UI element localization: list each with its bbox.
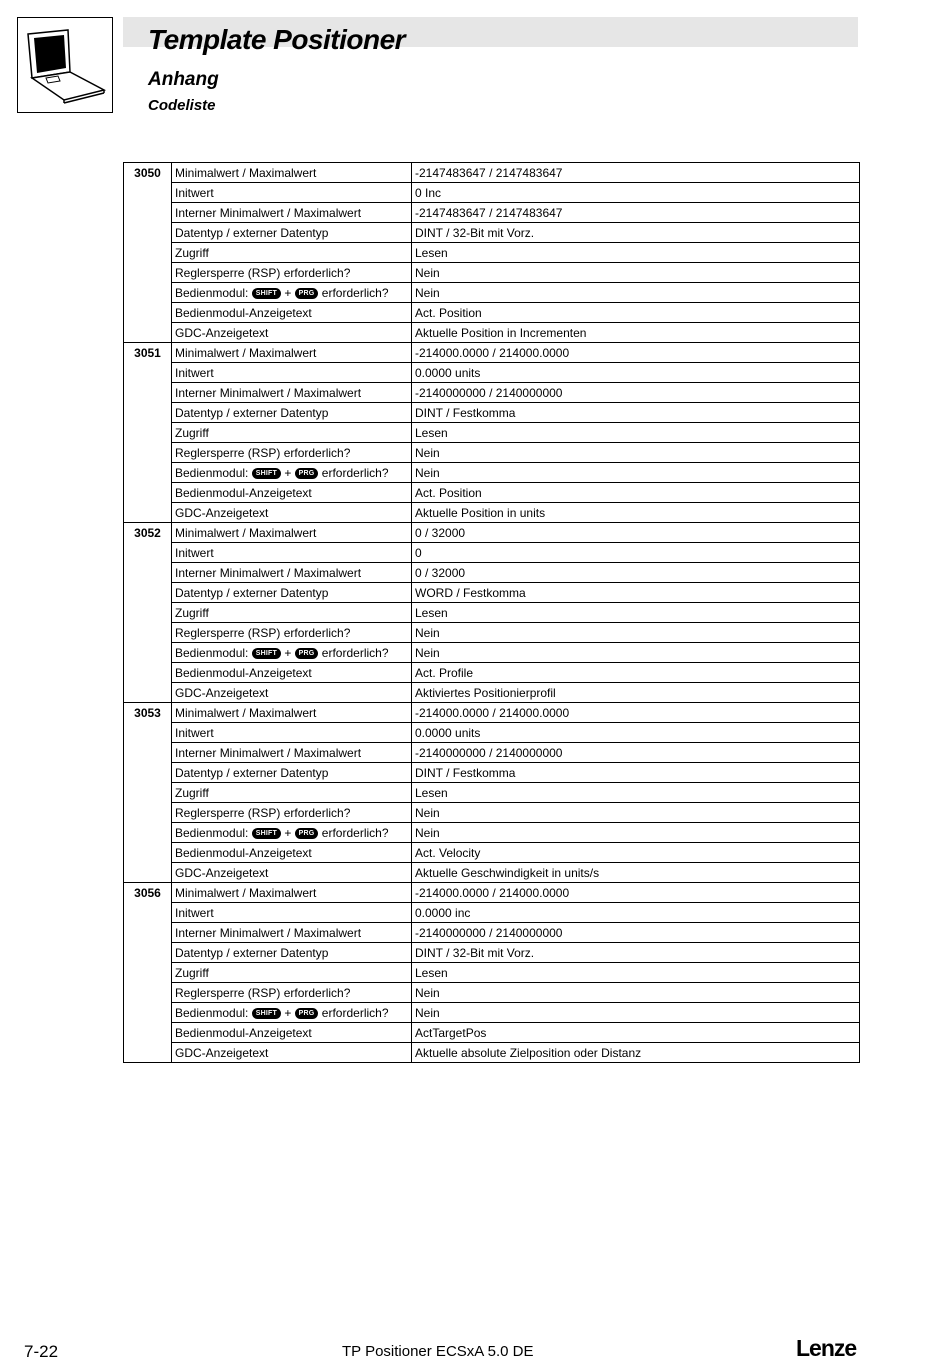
parameter-label: Minimalwert / Maximalwert: [172, 163, 412, 183]
page-subtitle: Anhang: [148, 69, 219, 90]
parameter-label: Zugriff: [172, 603, 412, 623]
table-row: [124, 783, 860, 803]
plus-sign: +: [284, 1005, 292, 1020]
parameter-value: Aktuelle Position in Incrementen: [412, 323, 860, 343]
parameter-label: Interner Minimalwert / Maximalwert: [172, 203, 412, 223]
parameter-value: ActTargetPos: [412, 1023, 860, 1043]
parameter-value: Nein: [412, 1003, 860, 1023]
code-number: 3050: [124, 163, 172, 343]
table-row: [124, 1003, 860, 1023]
table-row: [124, 183, 860, 203]
table-row: [124, 1043, 860, 1063]
label-text: erforderlich?: [321, 1005, 389, 1020]
table-row: [124, 923, 860, 943]
parameter-value: Aktuelle absolute Zielposition oder Distanz: [412, 1043, 860, 1063]
label-text: erforderlich?: [321, 825, 389, 840]
parameter-value: Lesen: [412, 603, 860, 623]
parameter-label: Initwert: [172, 363, 412, 383]
parameter-value: DINT / Festkomma: [412, 403, 860, 423]
parameter-value: Act. Position: [412, 483, 860, 503]
plus-sign: +: [284, 645, 292, 660]
parameter-label: [172, 1003, 412, 1023]
parameter-label: Interner Minimalwert / Maximalwert: [172, 383, 412, 403]
table-row: [124, 263, 860, 283]
table-row: [124, 743, 860, 763]
table-row: [124, 823, 860, 843]
table-row: [124, 163, 860, 183]
table-row: [124, 363, 860, 383]
prg-key-icon: PRG: [295, 468, 319, 479]
table-row: [124, 323, 860, 343]
parameter-label: Zugriff: [172, 423, 412, 443]
parameter-value: Act. Position: [412, 303, 860, 323]
table-row: [124, 303, 860, 323]
table-row: [124, 703, 860, 723]
table-row: [124, 423, 860, 443]
parameter-label: Minimalwert / Maximalwert: [172, 523, 412, 543]
parameter-label: Reglersperre (RSP) erforderlich?: [172, 623, 412, 643]
table-row: [124, 343, 860, 363]
table-row: [124, 963, 860, 983]
parameter-label: Minimalwert / Maximalwert: [172, 343, 412, 363]
table-row: [124, 723, 860, 743]
label-text: erforderlich?: [321, 285, 389, 300]
prg-key-icon: PRG: [295, 1008, 319, 1019]
parameter-value: DINT / Festkomma: [412, 763, 860, 783]
code-number: 3052: [124, 523, 172, 703]
laptop-icon: [24, 28, 108, 104]
parameter-value: -214000.0000 / 214000.0000: [412, 883, 860, 903]
parameter-label: GDC-Anzeigetext: [172, 683, 412, 703]
code-number: 3051: [124, 343, 172, 523]
parameter-label: Reglersperre (RSP) erforderlich?: [172, 443, 412, 463]
table-row: [124, 643, 860, 663]
parameter-value: -214000.0000 / 214000.0000: [412, 703, 860, 723]
parameter-value: Nein: [412, 463, 860, 483]
parameter-label: Datentyp / externer Datentyp: [172, 943, 412, 963]
parameter-label: Minimalwert / Maximalwert: [172, 883, 412, 903]
laptop-logo-box: [17, 17, 113, 113]
parameter-value: Lesen: [412, 423, 860, 443]
parameter-value: 0.0000 inc: [412, 903, 860, 923]
parameter-value: Nein: [412, 623, 860, 643]
parameter-value: 0 / 32000: [412, 563, 860, 583]
table-row: [124, 683, 860, 703]
plus-sign: +: [284, 825, 292, 840]
parameter-value: Nein: [412, 643, 860, 663]
table-row: [124, 883, 860, 903]
lenze-logo: Lenze: [796, 1335, 857, 1361]
parameter-label: Zugriff: [172, 243, 412, 263]
table-row: [124, 223, 860, 243]
parameter-label: Initwert: [172, 543, 412, 563]
shift-key-icon: SHIFT: [252, 288, 281, 299]
parameter-label: GDC-Anzeigetext: [172, 1043, 412, 1063]
parameter-label: [172, 643, 412, 663]
parameter-value: DINT / 32-Bit mit Vorz.: [412, 223, 860, 243]
shift-key-icon: SHIFT: [252, 468, 281, 479]
parameter-value: Aktiviertes Positionierprofil: [412, 683, 860, 703]
label-text: erforderlich?: [321, 645, 389, 660]
parameter-label: Bedienmodul-Anzeigetext: [172, 1023, 412, 1043]
parameter-label: Reglersperre (RSP) erforderlich?: [172, 803, 412, 823]
parameter-value: -2140000000 / 2140000000: [412, 923, 860, 943]
parameter-label: Interner Minimalwert / Maximalwert: [172, 563, 412, 583]
parameter-value: 0 Inc: [412, 183, 860, 203]
table-row: [124, 603, 860, 623]
parameter-label: GDC-Anzeigetext: [172, 863, 412, 883]
table-row: [124, 623, 860, 643]
parameter-value: WORD / Festkomma: [412, 583, 860, 603]
parameter-value: Nein: [412, 283, 860, 303]
plus-sign: +: [284, 285, 292, 300]
parameter-value: Lesen: [412, 243, 860, 263]
parameter-value: 0 / 32000: [412, 523, 860, 543]
table-row: [124, 503, 860, 523]
table-row: [124, 463, 860, 483]
parameter-label: GDC-Anzeigetext: [172, 503, 412, 523]
table-row: [124, 583, 860, 603]
prg-key-icon: PRG: [295, 648, 319, 659]
parameter-value: Act. Velocity: [412, 843, 860, 863]
label-text: Bedienmodul:: [175, 825, 249, 840]
plus-sign: +: [284, 465, 292, 480]
parameter-value: Aktuelle Position in units: [412, 503, 860, 523]
parameter-value: 0.0000 units: [412, 363, 860, 383]
table-row: [124, 383, 860, 403]
table-row: [124, 863, 860, 883]
parameter-value: -2147483647 / 2147483647: [412, 163, 860, 183]
parameter-label: [172, 283, 412, 303]
parameter-label: Reglersperre (RSP) erforderlich?: [172, 983, 412, 1003]
prg-key-icon: PRG: [295, 288, 319, 299]
parameter-value: Act. Profile: [412, 663, 860, 683]
parameter-label: Zugriff: [172, 783, 412, 803]
label-text: Bedienmodul:: [175, 645, 249, 660]
table-row: [124, 563, 860, 583]
table-row: [124, 523, 860, 543]
section-title: Codeliste: [148, 97, 216, 114]
table-row: [124, 663, 860, 683]
table-row: [124, 483, 860, 503]
table-row: [124, 543, 860, 563]
table-row: [124, 443, 860, 463]
shift-key-icon: SHIFT: [252, 1008, 281, 1019]
table-row: [124, 803, 860, 823]
parameter-label: Reglersperre (RSP) erforderlich?: [172, 263, 412, 283]
parameter-value: -2147483647 / 2147483647: [412, 203, 860, 223]
parameter-value: Nein: [412, 263, 860, 283]
parameter-label: Datentyp / externer Datentyp: [172, 403, 412, 423]
code-number: 3056: [124, 883, 172, 1063]
code-number: 3053: [124, 703, 172, 883]
label-text: erforderlich?: [321, 465, 389, 480]
document-name: TP Positioner ECSxA 5.0 DE: [342, 1343, 534, 1360]
parameter-label: Minimalwert / Maximalwert: [172, 703, 412, 723]
table-row: [124, 1023, 860, 1043]
parameter-value: -214000.0000 / 214000.0000: [412, 343, 860, 363]
parameter-value: Nein: [412, 823, 860, 843]
shift-key-icon: SHIFT: [252, 648, 281, 659]
parameter-value: Nein: [412, 803, 860, 823]
parameter-label: Interner Minimalwert / Maximalwert: [172, 743, 412, 763]
parameter-label: Datentyp / externer Datentyp: [172, 763, 412, 783]
parameter-label: Bedienmodul-Anzeigetext: [172, 843, 412, 863]
code-table: [123, 162, 860, 1063]
table-row: [124, 763, 860, 783]
page-number: 7-22: [24, 1342, 59, 1361]
parameter-value: DINT / 32-Bit mit Vorz.: [412, 943, 860, 963]
parameter-label: Datentyp / externer Datentyp: [172, 583, 412, 603]
parameter-label: Initwert: [172, 183, 412, 203]
shift-key-icon: SHIFT: [252, 828, 281, 839]
parameter-label: GDC-Anzeigetext: [172, 323, 412, 343]
table-row: [124, 843, 860, 863]
table-row: [124, 903, 860, 923]
parameter-label: Bedienmodul-Anzeigetext: [172, 483, 412, 503]
parameter-value: -2140000000 / 2140000000: [412, 743, 860, 763]
label-text: Bedienmodul:: [175, 465, 249, 480]
table-row: [124, 943, 860, 963]
parameter-value: 0.0000 units: [412, 723, 860, 743]
parameter-value: -2140000000 / 2140000000: [412, 383, 860, 403]
table-row: [124, 283, 860, 303]
parameter-value: Nein: [412, 983, 860, 1003]
parameter-label: Bedienmodul-Anzeigetext: [172, 663, 412, 683]
label-text: Bedienmodul:: [175, 285, 249, 300]
table-row: [124, 243, 860, 263]
parameter-label: Interner Minimalwert / Maximalwert: [172, 923, 412, 943]
prg-key-icon: PRG: [295, 828, 319, 839]
parameter-value: 0: [412, 543, 860, 563]
parameter-label: Zugriff: [172, 963, 412, 983]
parameter-label: Bedienmodul-Anzeigetext: [172, 303, 412, 323]
page-title: Template Positioner: [148, 24, 406, 55]
parameter-value: Aktuelle Geschwindigkeit in units/s: [412, 863, 860, 883]
table-row: [124, 983, 860, 1003]
parameter-value: Nein: [412, 443, 860, 463]
parameter-value: Lesen: [412, 783, 860, 803]
parameter-value: Lesen: [412, 963, 860, 983]
parameter-label: Initwert: [172, 903, 412, 923]
parameter-label: Initwert: [172, 723, 412, 743]
label-text: Bedienmodul:: [175, 1005, 249, 1020]
table-row: [124, 203, 860, 223]
parameter-label: [172, 463, 412, 483]
parameter-label: [172, 823, 412, 843]
parameter-label: Datentyp / externer Datentyp: [172, 223, 412, 243]
table-row: [124, 403, 860, 423]
